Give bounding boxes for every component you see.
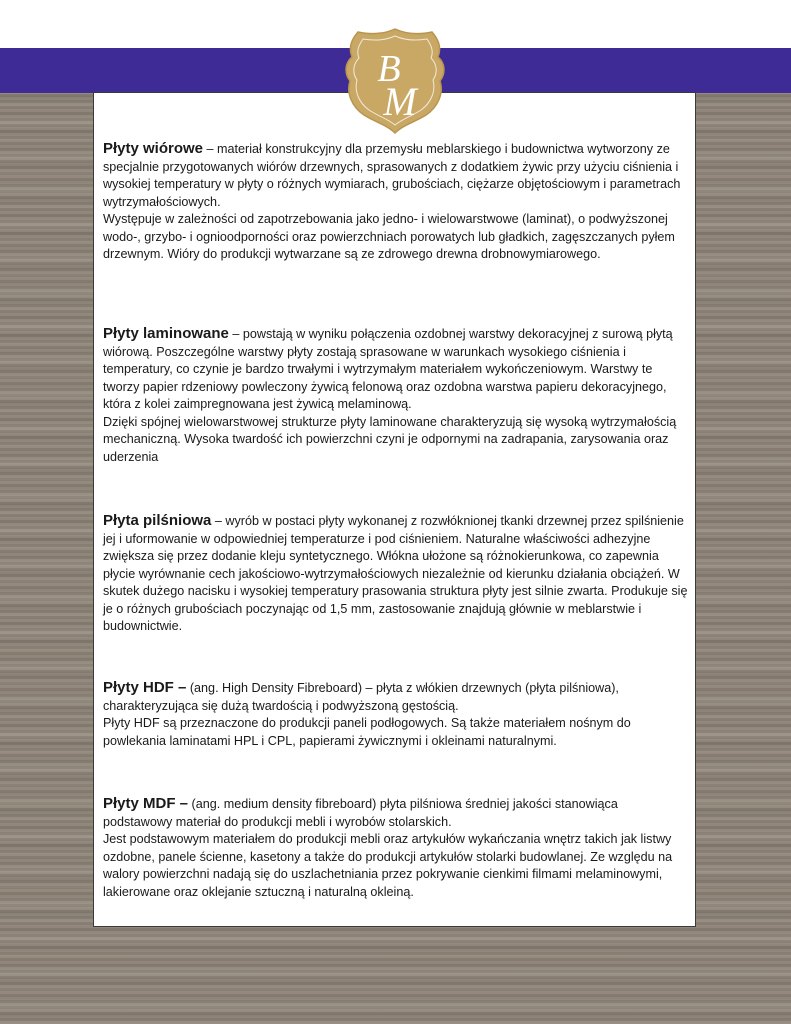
section-paragraph: Jest podstawowym materiałem do produkcji mebli oraz artykułów wykańczania wnętrz takich jak listwy ozdobne, panele ścienne, kasetony a także do produkcji artykułów stolarki budowlanej. Ze względu na walory powierzchni nadają się do uszlachetniania przez pokrywanie cienkimi filmami melaminowymi, lakierowane oraz oklejanie sztuczną i naturalną okleiną. — [103, 832, 673, 899]
section-text: (ang. medium density fibreboard) płyta pilśniowa średniej jakości stanowiąca podstawowy materiał do produkcji mebli i wyrobów stolarskich. — [103, 797, 618, 829]
section-paragraph — [103, 679, 688, 715]
section-plyty-mdf — [103, 795, 688, 901]
section-text: – materiał konstrukcyjny dla przemysłu meblarskiego i budownictwa wytworzony ze specjalnie przygotowanych wiórów drzewnych, sprasowanych z dodatkiem żywic przy użyciu ciśnienia i wysokiej temperatury w płyty o różnych wymiarach, grubościach, ciężarze objętościowym i parametrach wytrzymałościowych. — [103, 142, 681, 209]
section-title: Płyty MDF – — [103, 795, 189, 812]
section-plyty-laminowane — [103, 325, 688, 466]
monogram-letter-top: B — [377, 48, 401, 90]
section-title: Płyty HDF – — [103, 679, 187, 696]
shield-crest-icon — [342, 27, 448, 135]
section-text: (ang. High Density Fibreboard) – płyta z włókien drzewnych (płyta pilśniowa), charakteryzująca się dużą twardością i podwyższoną gęstością. — [103, 681, 619, 713]
section-paragraph: Płyty HDF są przeznaczone do produkcji paneli podłogowych. Są także materiałem nośnym do powlekania laminatami HPL i CPL, papierami żywicznymi i okleinami naturalnymi. — [103, 716, 631, 748]
section-paragraph — [103, 140, 688, 211]
section-title: Płyta pilśniowa — [103, 512, 212, 529]
section-paragraph — [103, 325, 688, 414]
section-title: Płyty laminowane — [103, 325, 229, 342]
section-plyty-hdf — [103, 679, 688, 750]
bm-monogram-logo — [342, 27, 448, 135]
section-paragraph: Dzięki spójnej wielowarstwowej strukturze płyty laminowane charakteryzują się wysoką wytrzymałością mechaniczną. Wysoka twardość ich powierzchni czyni je odpornymi na zadrapania, zarysowania oraz uderzenia — [103, 414, 677, 464]
section-text: – wyrób w postaci płyty wykonanej z rozwłóknionej tkanki drzewnej przez spilśnienie jej i uformowanie w odpowiedniej temperaturze i pod ciśnieniem. Naturalne właściwości adhezyjne zwiększa się przez dodanie kleju syntetycznego. Włókna ułożone są różnokierunkowa, co zapewnia płycie wyrównanie cech jakościowo-wytrzymałościowych niezależnie od kierunku działania obciążeń. W skutek dużego nacisku i wysokiej temperatury prasowania struktura płyty jest silnie zwarta. Produkuje się je o różnych grubościach poczynając od 1,5 mm, zastosowanie znajdują głównie w meblarstwie i budownictwie. — [103, 514, 688, 633]
monogram-letter-bottom: M — [383, 79, 417, 124]
section-text: – powstają w wyniku połączenia ozdobnej warstwy dekoracyjnej z surową płytą wiórową. Poszczególne warstwy płyty zostają sprasowane w warunkach wysokiego ciśnienia i temperatury, co czynie je bardzo trwałymi i wytrzymałym materiałem wykończeniowym. Warstwy te tworzy papier rdzeniowy powleczony żywicą felonową oraz ozdobna warstwa papieru dekoracyjnego, która z kolei zaimpregnowana jest żywicą melaminową. — [103, 327, 673, 411]
section-plyta-pilsniowa — [103, 512, 688, 636]
section-plyty-wiorowe — [103, 140, 688, 264]
section-paragraph — [103, 795, 688, 831]
section-title: Płyty wiórowe — [103, 140, 204, 157]
section-paragraph — [103, 512, 688, 636]
section-paragraph: Występuje w zależności od zapotrzebowania jako jedno- i wielowarstwowe (laminat), o podwyższonej wodo-, grzybo- i ognioodporności oraz powierzchniach porowatych lub gładkich, zagęszczanych pyłem drzewnym. Wióry do produkcji wytwarzane są ze zdrowego drewna drobnowymiarowego. — [103, 212, 675, 261]
